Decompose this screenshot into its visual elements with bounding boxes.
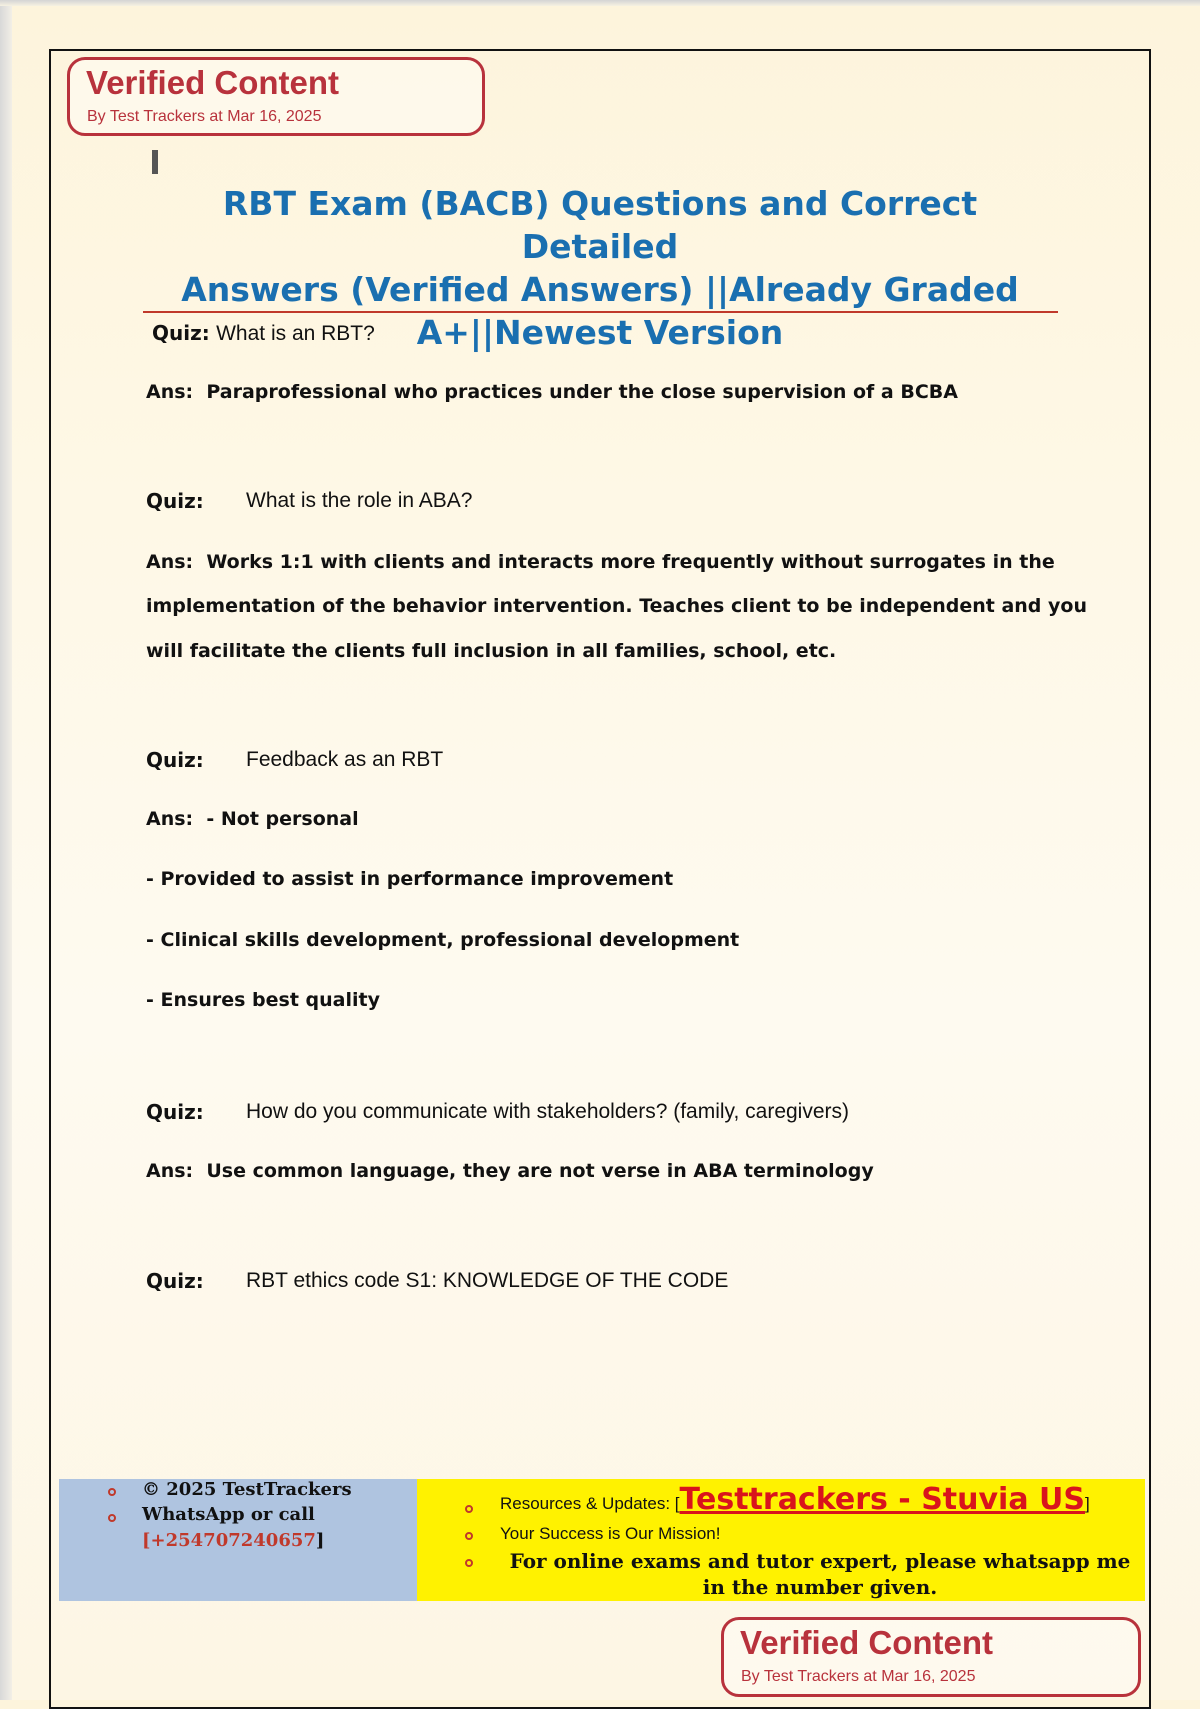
bullet-icon (108, 1514, 116, 1522)
resources-label: Resources & Updates: [ (500, 1494, 680, 1513)
page-left-shadow (0, 0, 12, 1700)
question-1 (152, 321, 375, 346)
footer-contact-panel (59, 1479, 417, 1601)
answer-text: - Not personal (206, 808, 359, 830)
title-line: RBT Exam (BACB) Questions and Correct Detailed (222, 184, 978, 266)
answer-label: Ans: (146, 1160, 194, 1182)
question-text: What is an RBT? (216, 322, 375, 345)
title-divider (143, 311, 1058, 313)
question-5 (146, 1269, 729, 1293)
stamp-title: Verified Content (740, 1624, 994, 1661)
title-line: Answers (Verified Answers) ||Already Graded (181, 270, 1019, 309)
question-text: What is the role in ABA? (246, 489, 473, 512)
question-2 (146, 489, 473, 513)
stamp-subtitle: By Test Trackers at Mar 16, 2025 (87, 108, 322, 125)
question-text: RBT ethics code S1: KNOWLEDGE OF THE CODE (246, 1269, 729, 1292)
question-label: Quiz: (146, 1269, 204, 1293)
page-top-shadow (0, 0, 1200, 6)
footer-mission: Your Success is Our Mission! (500, 1524, 721, 1543)
answer-3 (146, 808, 359, 830)
bullet-icon (465, 1559, 473, 1567)
answer-1 (146, 381, 958, 403)
bullet-icon (465, 1532, 473, 1540)
bullet-icon (108, 1488, 116, 1496)
bullet-icon (465, 1505, 473, 1513)
footer-whatsapp-label: WhatsApp or call (142, 1504, 315, 1525)
footer-copyright: © 2025 TestTrackers (142, 1479, 352, 1500)
answer-label: Ans: (146, 808, 194, 830)
answer-text: Use common language, they are not verse in ABA terminology (206, 1160, 874, 1182)
verified-stamp-top (67, 57, 485, 136)
answer-3-line: - Ensures best quality (146, 989, 380, 1011)
question-label: Quiz: (146, 489, 204, 513)
footer-resources-panel (417, 1479, 1145, 1601)
verified-stamp-bottom (721, 1617, 1141, 1697)
title-line: A+||Newest Version (416, 313, 784, 352)
question-label: Quiz: (152, 321, 210, 345)
footer-resources: Resources & Updates: [Testtrackers - Stuvia US] (500, 1482, 1090, 1517)
answer-text: Paraprofessional who practices under the close supervision of a BCBA (206, 381, 958, 403)
question-4 (146, 1100, 850, 1124)
question-text: How do you communicate with stakeholders? (family, caregivers) (246, 1100, 850, 1123)
footer-online-note: For online exams and tutor expert, please whatsapp me in the number given. (509, 1549, 1131, 1599)
question-text: Feedback as an RBT (246, 748, 444, 771)
answer-2 (146, 551, 1055, 573)
answer-2-line: implementation of the behavior intervention. Teaches client to be independent and you (146, 595, 1087, 617)
question-label: Quiz: (146, 1100, 204, 1124)
answer-label: Ans: (146, 381, 194, 403)
resources-link[interactable]: Testtrackers - Stuvia US (679, 1482, 1085, 1517)
question-label: Quiz: (146, 748, 204, 772)
answer-label: Ans: (146, 551, 194, 573)
stamp-title: Verified Content (86, 64, 340, 101)
answer-3-line: - Provided to assist in performance improvement (146, 868, 674, 890)
stamp-subtitle: By Test Trackers at Mar 16, 2025 (741, 1668, 976, 1685)
text-cursor-icon (152, 150, 158, 174)
answer-3-line: - Clinical skills development, professional development (146, 929, 740, 951)
footer-phone[interactable]: [+254707240657] (142, 1530, 325, 1551)
answer-4 (146, 1160, 874, 1182)
question-3 (146, 748, 444, 772)
answer-2-line: will facilitate the clients full inclusion in all families, school, etc. (146, 640, 837, 662)
answer-text: Works 1:1 with clients and interacts more frequently without surrogates in the (206, 551, 1055, 573)
